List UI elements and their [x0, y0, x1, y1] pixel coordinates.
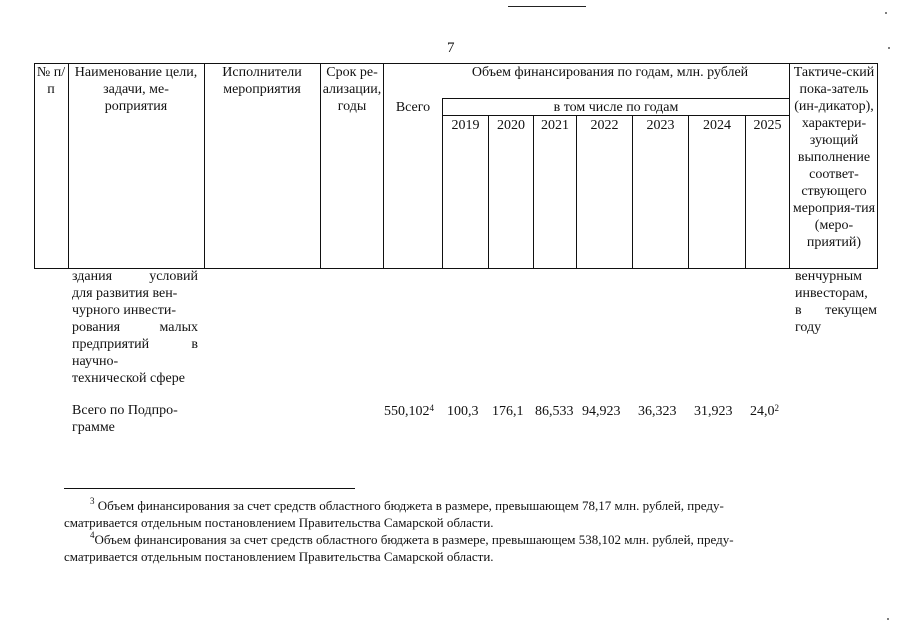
year-value-2023: 36,323	[638, 404, 677, 419]
year-header: 2020	[497, 118, 525, 133]
header-total: Всего	[395, 100, 431, 115]
header-name: Наименование цели, задачи, ме-роприятия	[74, 65, 198, 114]
footnote-separator	[64, 488, 355, 489]
year-value-2019: 100,3	[447, 404, 479, 419]
year-header: 2025	[753, 118, 782, 133]
total-row-label: Всего по Подпро- грамме	[72, 403, 178, 435]
continued-indicator: венчурным инвесторам, в текущем году	[795, 269, 877, 335]
total-value: 550,102$^4$	[384, 403, 434, 419]
year-header: 2022	[590, 118, 619, 133]
year-header: 2019	[451, 118, 480, 133]
header-term: Срок ре-ализации, годы	[322, 65, 382, 114]
year-value-2025: 24,0$^2$	[750, 403, 779, 419]
footnote-3: $^3$ Объем финансирования за счет средств областного бюджета в размере, превышающем 78,17 млн. рублей, преду- сматривается отдельным постановлением Правительства Самарской области.	[64, 496, 724, 530]
scan-speck	[885, 12, 887, 14]
year-header: 2024	[703, 118, 731, 133]
year-header: 2021	[541, 118, 569, 133]
year-value-2021: 86,533	[535, 404, 574, 419]
page-number: 7	[447, 40, 455, 56]
header-indicator: Тактиче-ский пока-затель (ин-дикатор), характери-зующий выполнение соответ-ствующего мероприя-тия (меро-приятий)	[792, 65, 876, 250]
year-value-2024: 31,923	[694, 404, 733, 419]
header-by-year: в том числе по годам	[553, 100, 679, 115]
header-num: № п/п	[36, 65, 66, 97]
scan-speck	[888, 47, 890, 49]
year-value-2022: 94,923	[582, 404, 621, 419]
footnote-4: $^4$Объем финансирования за счет средств областного бюджета в размере, превышающем 538,102 млн. рублей, преду- сматривается отдельным постановлением Правительства Самарской области.	[64, 530, 734, 564]
continued-measure-name: здания условий для развития вен- чурного инвести- рования малых предприятий в научно- технической сфере	[72, 269, 198, 386]
year-value-2020: 176,1	[492, 404, 524, 419]
scan-speck	[887, 618, 889, 620]
header-funding: Объем финансирования по годам, млн. рублей	[471, 65, 749, 80]
year-header: 2023	[646, 118, 675, 133]
top-rule	[508, 6, 586, 7]
header-executors: Исполнители мероприятия	[222, 65, 302, 97]
